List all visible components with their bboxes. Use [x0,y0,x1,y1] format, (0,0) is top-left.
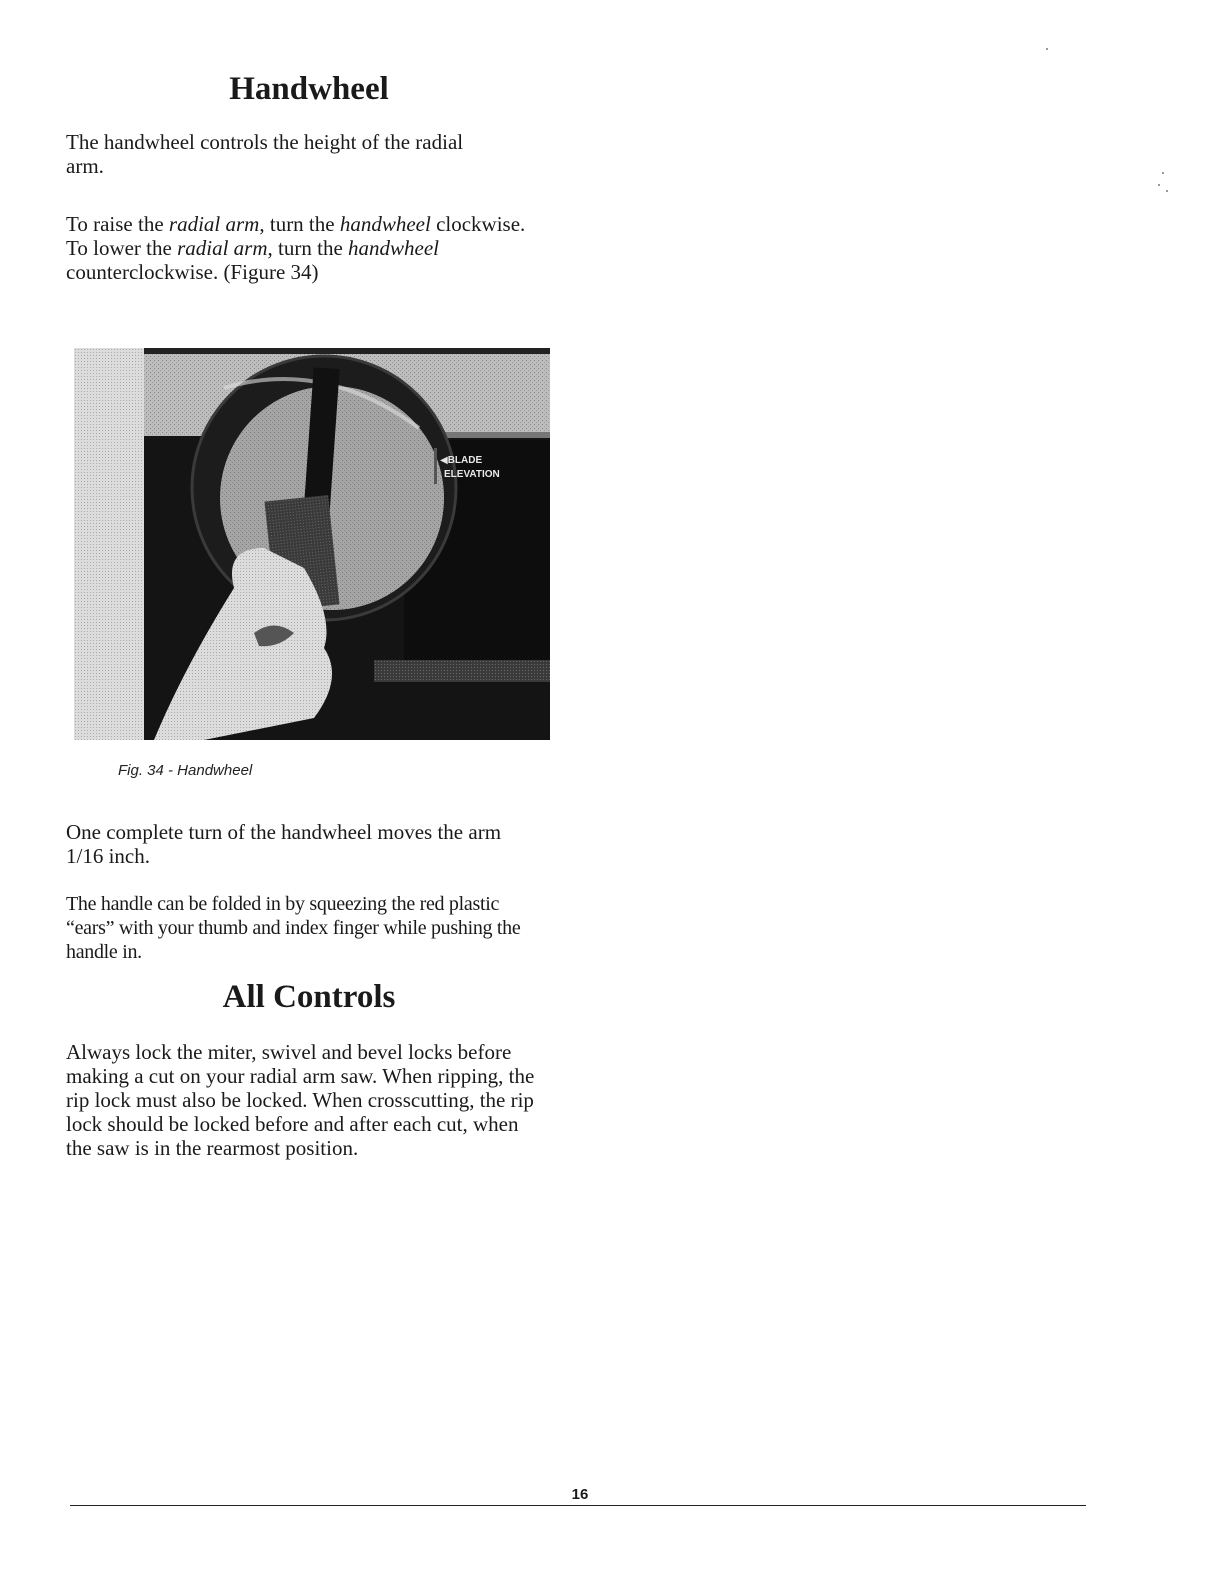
text-run: , turn the [267,236,349,260]
scan-speck [1046,48,1048,50]
text-run: clockwise. To lower the [66,212,526,260]
text-run: To raise the [66,212,169,236]
emphasis-radial-arm: radial arm [168,212,260,236]
handwheel-photo-illustration [74,348,550,740]
paragraph-turn-moves-arm: One complete turn of the handwheel moves the arm 1/16 inch. [66,820,502,868]
page-number: 16 [571,1486,589,1503]
text-run: , turn the [259,212,340,236]
paragraph-handle-folding: The handle can be folded in by squeezing the red plastic “ears” with your thumb and index finger while pushing the handle in. [66,893,521,963]
footer-rule [70,1505,1086,1506]
paragraph-all-controls: Always lock the miter, swivel and bevel locks before making a cut on your radial arm saw. When ripping, the rip lock must also be locked. When crosscutting, the rip lock should be locked before and after each cut, when the saw is in the rearmost position. [66,1040,535,1160]
blade-elevation-label-line1: ◀BLADE [440,455,483,466]
handwheel-photo [74,348,550,740]
emphasis-handwheel: handwheel [348,236,439,260]
emphasis-handwheel: handwheel [339,212,431,236]
scan-speck [1162,172,1164,174]
section-heading-handwheel: Handwheel [229,71,389,107]
emphasis-radial-arm: radial arm [177,236,268,260]
paragraph-handwheel-intro: The handwheel controls the height of the radial arm. [66,130,464,178]
section-heading-all-controls: All Controls [222,979,396,1015]
text-run: counterclockwise. (Figure 34) [66,260,319,284]
scan-speck [1166,190,1168,192]
blade-elevation-label-line2: ELEVATION [444,469,500,480]
scan-speck [1158,184,1160,186]
paragraph-raise-lower [66,212,531,284]
figure-caption: Fig. 34 - Handwheel [118,762,253,779]
